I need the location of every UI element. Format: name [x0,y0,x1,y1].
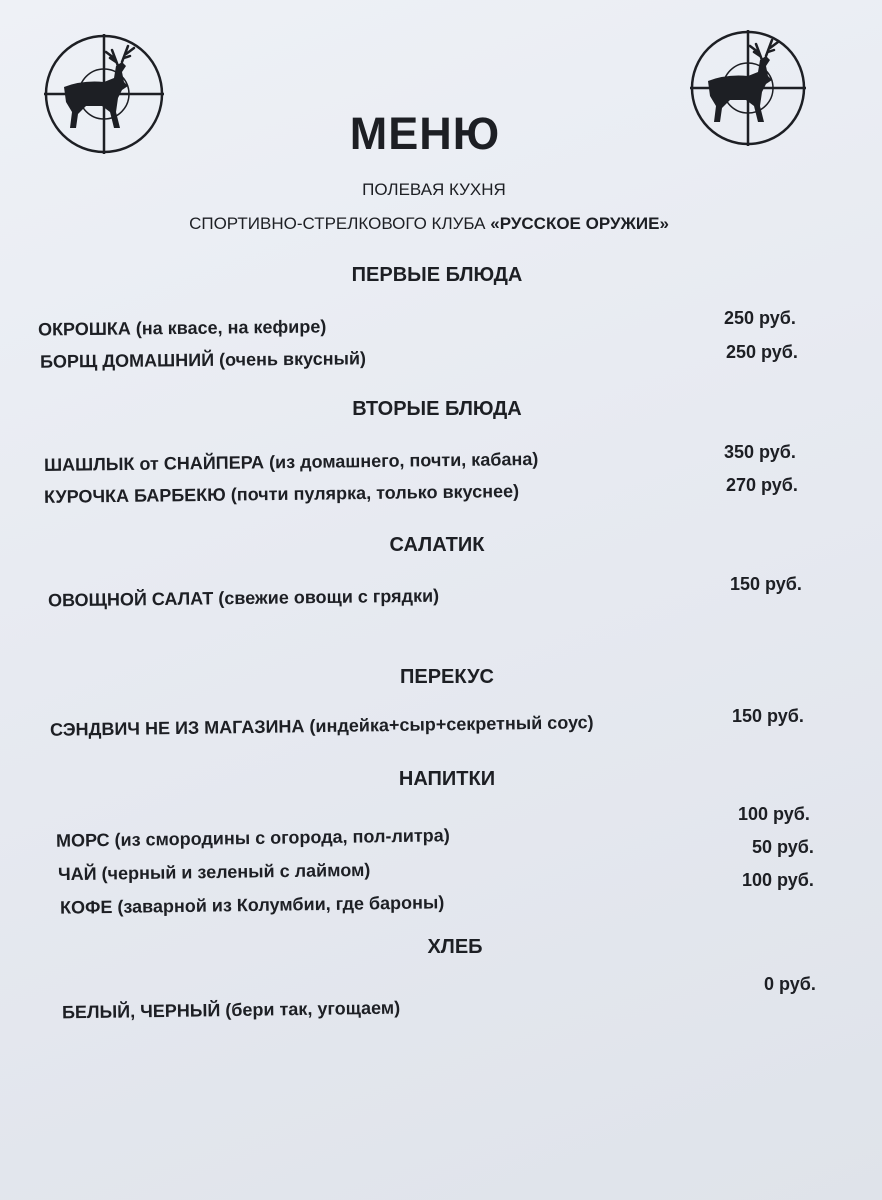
menu-item-price: 100 руб. [738,804,810,824]
section-title: ВТОРЫЕ БЛЮДА [352,398,522,420]
club-line [0,214,858,234]
club-name: «РУССКОЕ ОРУЖИЕ» [490,214,669,233]
section-title: ПЕРВЫЕ БЛЮДА [351,264,523,286]
section-title: НАПИТКИ [398,768,496,790]
section-title: ПЕРЕКУС [400,666,494,688]
menu-item-name: КУРОЧКА БАРБЕКЮ (почти пулярка, только вкуснее) [43,481,520,507]
menu-item-price: 150 руб. [730,574,802,594]
menu-item-price: 150 руб. [732,706,804,726]
menu-item-name: СЭНДВИЧ НЕ ИЗ МАГАЗИНА (индейка+сыр+секретный соус) [49,712,594,740]
section-title: ХЛЕБ [427,936,483,958]
menu-item-name: БЕЛЫЙ, ЧЕРНЫЙ (бери так, угощаем) [61,997,401,1023]
menu-item-price: 270 руб. [726,475,798,495]
menu-item-price: 250 руб. [726,342,798,362]
menu-item-name: БОРЩ ДОМАШНИЙ (очень вкусный) [39,348,367,372]
menu-item-name: КОФЕ (заварной из Колумбии, где бароны) [59,892,445,918]
club-prefix: СПОРТИВНО-СТРЕЛКОВОГО КЛУБА [189,214,491,233]
menu-item-price: 250 руб. [724,308,796,328]
menu-title: МЕНЮ [349,108,501,159]
section-title: САЛАТИК [389,534,485,556]
menu-item-price: 0 руб. [764,974,816,994]
menu-item-name: МОРС (из смородины с огорода, пол-литра) [55,825,450,851]
menu-subtitle: ПОЛЕВАЯ КУХНЯ [362,180,506,199]
menu-item-price: 350 руб. [724,442,796,462]
menu-item-name: ШАШЛЫК от СНАЙПЕРА (из домашнего, почти, кабана) [43,448,539,476]
menu-item-name: ЧАЙ (черный и зеленый с лаймом) [57,859,371,885]
menu-item-name: ОКРОШКА (на квасе, на кефире) [37,316,327,340]
menu-item-name: ОВОЩНОЙ САЛАТ (свежие овощи с грядки) [47,585,440,611]
menu-item-price: 50 руб. [752,837,814,857]
menu-item-price: 100 руб. [742,870,814,890]
